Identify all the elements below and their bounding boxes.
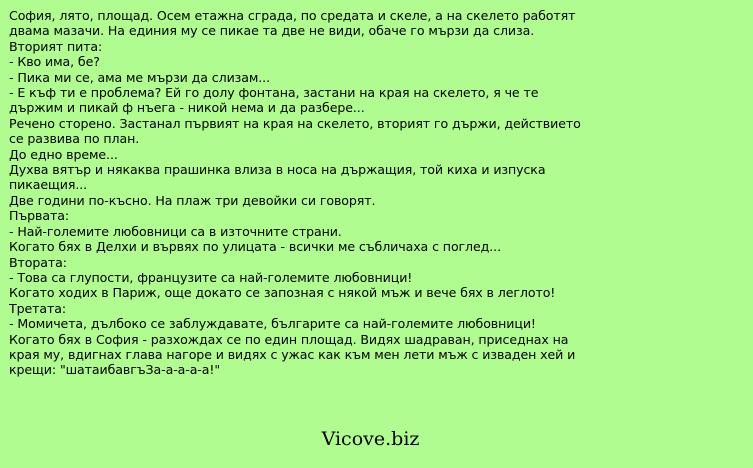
joke-line: - Е къф ти е проблема? Ей го долу фонтана, застани на края на скелето, я че те (9, 85, 539, 101)
joke-line: държим и пикай ф нъега - никой нема и да разбере... (9, 100, 365, 116)
joke-line: Втората: (9, 254, 67, 270)
joke-line: пикаещия... (9, 177, 88, 193)
joke-line: - Най-големите любовници са в източните страни. (9, 223, 342, 239)
joke-line: Две години по-късно. На плаж три девойки си говорят. (9, 192, 376, 208)
joke-line: - Момичета, дълбоко се заблуждавате, българите са най-големите любовници! (9, 316, 536, 332)
joke-line: двама мазачи. На единия му се пикае та две не види, обаче го мързи да слиза. (9, 23, 535, 39)
joke-line: - Това са глупости, французите са най-големите любовници! (9, 269, 413, 285)
joke-line: Речено сторено. Застанал първият на края на скелето, вторият го държи, действието (9, 115, 581, 131)
joke-line: Първата: (9, 208, 69, 224)
joke-text (9, 8, 747, 378)
joke-line: края му, вдигнах глава нагоре и видях с ужас как към мен лети мъж с изваден хей и (9, 346, 576, 362)
joke-line: - Кво има, бе? (9, 54, 100, 70)
joke-line: Вторият пита: (9, 38, 103, 54)
joke-line: Когато бях в Делхи и вървях по улицата - всички ме събличаха с поглед... (9, 239, 501, 255)
joke-line: До едно време... (9, 146, 118, 162)
joke-line: Когато бях в София - разхождах се по един площад. Видях шадраван, приседнах на (9, 331, 569, 347)
joke-line: Когато ходих в Париж, още докато се запозная с някой мъж и вече бях в леглото! (9, 285, 556, 301)
joke-line: - Пика ми се, ама ме мързи да слизам... (9, 69, 270, 85)
site-name-footer: Vicove.biz (321, 428, 420, 450)
joke-line: София, лято, площад. Осем етажна сграда, по средата и скеле, а на скелето работят (9, 8, 576, 23)
joke-line: Духва вятър и някаква прашинка влиза в носа на държащия, той киха и изпуска (9, 162, 546, 178)
joke-line: Третата: (9, 300, 66, 316)
joke-line: се развива по план. (9, 131, 140, 147)
joke-line: крещи: "шатаибавгъЗа-а-а-а-а!" (9, 362, 221, 378)
